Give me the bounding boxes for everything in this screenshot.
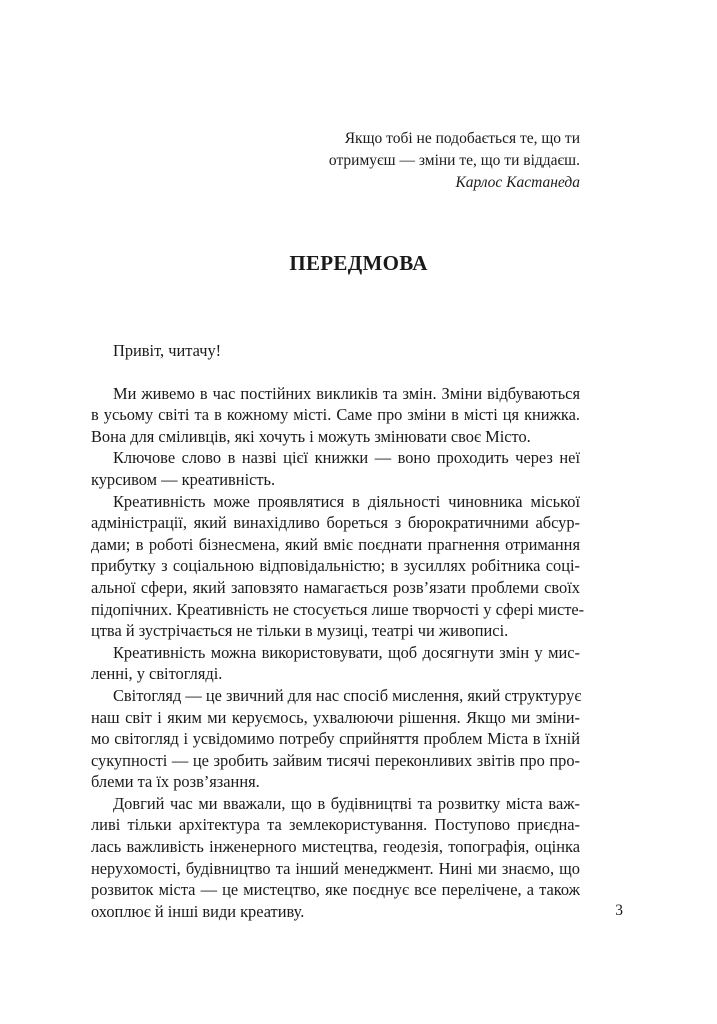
paragraph-line: прибутку з соціальною відповідальністю; в зусиллях робітника соці- (91, 556, 580, 576)
paragraph-line: в усьому світі та в кожному місті. Саме про зміни в місті ця книжка. (91, 405, 580, 425)
paragraph-line: курсивом — креативність. (91, 469, 276, 489)
paragraph (91, 793, 580, 923)
paragraph-line: нерухомості, будівництво та інший менеджмент. Нині ми знаємо, що (91, 858, 580, 878)
paragraph-line: Світогляд — це звичний для нас спосіб мислення, який структурує (113, 685, 582, 705)
paragraph (91, 685, 580, 793)
paragraph-line: Довгий час ми вважали, що в будівництві та розвитку міста важ- (113, 793, 580, 813)
paragraph-line: лась важливість інженерного мистецтва, геодезія, топографія, оцінка (91, 837, 580, 857)
paragraph (91, 383, 580, 448)
greeting-line: Привіт, читачу! (113, 341, 222, 360)
paragraph-line: мо світогляд і усвідомимо потребу сприйняття проблем Міста в їхній (91, 729, 580, 749)
paragraphs (91, 383, 585, 923)
body-text (91, 340, 585, 922)
paragraph-line: адміністрації, який винахідливо бореться з бюрократичними абсур- (91, 513, 580, 533)
paragraph-line: Ключове слово в назві цієї книжки — воно проходить через неї (113, 448, 580, 468)
paragraph-line: Вона для сміливців, які хочуть і можуть змінювати своє Місто. (91, 426, 531, 446)
paragraph-line: охоплює й інші види креативу. (91, 901, 305, 921)
paragraph-line: Креативність може проявлятися в діяльності чиновника міської (113, 491, 580, 511)
page-title: ПЕРЕДМОВА (289, 251, 428, 275)
epigraph (260, 128, 580, 194)
paragraph (91, 491, 585, 642)
paragraph (91, 447, 580, 490)
epigraph-line: отримуєш — зміни те, що ти віддаєш. (328, 152, 580, 169)
epigraph-author: Карлос Кастанеда (455, 174, 580, 191)
paragraph-line: цтва й зустрічається не тільки в музиці, театрі чи живописі. (91, 621, 509, 641)
paragraph-line: підопічних. Креативність не стосується лише творчості у сфері мисте- (91, 599, 585, 619)
paragraph-line: сукупності — це зробить зайвим тисячі переконливих звітів про про- (91, 750, 580, 770)
paragraph-line: Ми живемо в час постійних викликів та змін. Зміни відбуваються (113, 383, 580, 403)
greeting (91, 340, 580, 362)
paragraph-line: дами; в роботі бізнесмена, який вміє поєднати прагнення отримання (91, 534, 580, 554)
page-number: 3 (615, 902, 623, 919)
paragraph-line: Креативність можна використовувати, щоб досягнути змін у мис- (113, 642, 580, 662)
paragraph-line: наш світ і яким ми керуємось, ухвалюючи рішення. Якщо ми зміни- (91, 707, 580, 727)
paragraph-line: ленні, у світогляді. (91, 664, 223, 684)
paragraph-line: альної сфери, який заповзято намагається розв’язати проблеми своїх (91, 577, 580, 597)
paragraph-line: розвиток міста — це мистецтво, яке поєднує все перелічене, а також (91, 880, 580, 900)
epigraph-line: Якщо тобі не подобається те, що ти (344, 130, 580, 147)
paragraph (91, 642, 580, 685)
paragraph-line: блеми та їх розв’язання. (91, 772, 260, 792)
paragraph-line: ливі тільки архітектура та землекористування. Поступово приєдна- (91, 815, 580, 835)
